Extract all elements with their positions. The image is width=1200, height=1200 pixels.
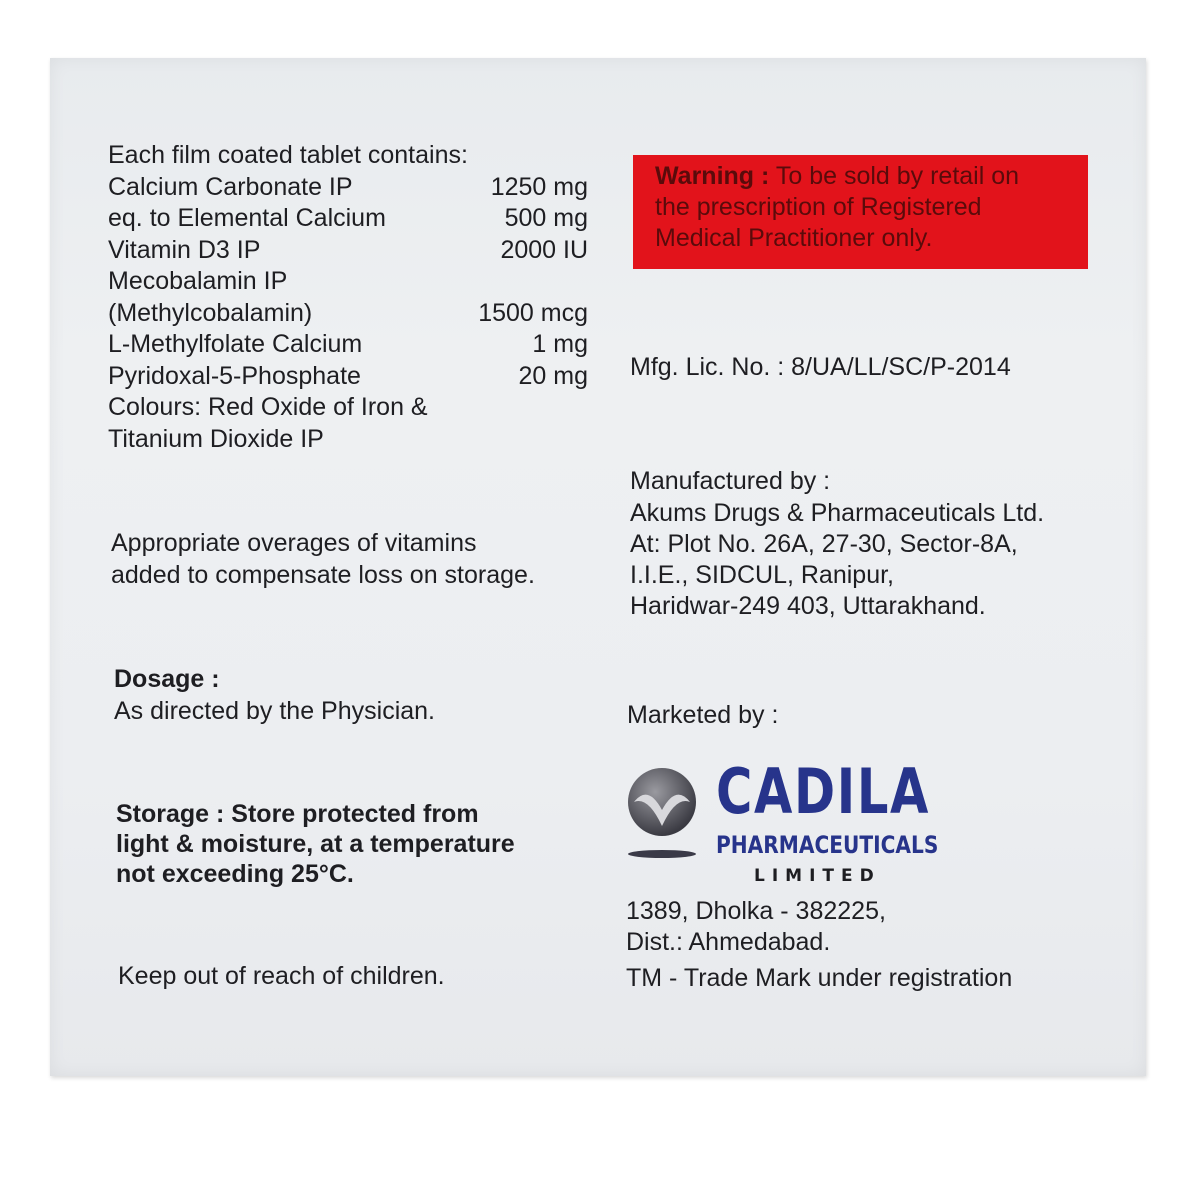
composition-heading: Each film coated tablet contains:	[108, 141, 468, 169]
manufacturer-label: Manufactured by :	[630, 467, 831, 495]
ingredient-name: (Methylcobalamin)	[108, 298, 313, 327]
storage-line: light & moisture, at a temperature	[116, 830, 515, 858]
manufacturer-address: I.I.E., SIDCUL, Ranipur,	[630, 561, 894, 589]
ingredient-name: L-Methylfolate Calcium	[108, 330, 363, 358]
cadila-logo-icon	[626, 766, 698, 862]
marketer-label: Marketed by :	[627, 701, 779, 729]
ingredient-amount: 500 mg	[504, 204, 588, 232]
ingredient-amount: 2000 IU	[500, 235, 588, 264]
brand-limited: LIMITED	[754, 866, 881, 886]
overages-line: added to compensate loss on storage.	[111, 561, 535, 589]
warning-text: To be sold by retail on	[769, 162, 1020, 190]
ingredient-name: Vitamin D3 IP	[108, 235, 261, 264]
warning-box	[633, 155, 1088, 269]
keep-out-notice: Keep out of reach of children.	[118, 962, 445, 990]
ingredient-amount: 1250 mg	[490, 172, 588, 201]
ingredient-name: Mecobalamin IP	[108, 267, 288, 295]
warning-line	[655, 161, 1070, 192]
colours-line: Colours: Red Oxide of Iron &	[108, 393, 428, 421]
mfg-license: Mfg. Lic. No. : 8/UA/LL/SC/P-2014	[630, 353, 1011, 381]
ingredient-amount: 1500 mcg	[478, 298, 588, 327]
composition-row	[108, 329, 588, 361]
composition-row	[108, 361, 588, 393]
composition-block	[108, 140, 588, 455]
composition-row	[108, 266, 588, 298]
storage-line: Storage : Store protected from	[116, 800, 479, 828]
brand-name: CADILA	[716, 755, 931, 828]
storage-line: not exceeding 25°C.	[116, 860, 354, 888]
composition-row	[108, 298, 588, 330]
manufacturer-address: At: Plot No. 26A, 27-30, Sector-8A,	[630, 530, 1018, 558]
colours-line: Titanium Dioxide IP	[108, 424, 324, 453]
ingredient-amount: 1 mg	[532, 330, 588, 358]
marketer-address: 1389, Dholka - 382225,	[626, 897, 886, 925]
composition-row	[108, 235, 588, 267]
dosage-text: As directed by the Physician.	[114, 697, 435, 725]
ingredient-name: eq. to Elemental Calcium	[108, 204, 386, 232]
dosage-label: Dosage :	[114, 665, 220, 693]
warning-label: Warning :	[655, 162, 770, 190]
manufacturer-name: Akums Drugs & Pharmaceuticals Ltd.	[630, 499, 1045, 527]
overages-line: Appropriate overages of vitamins	[111, 529, 477, 557]
composition-row	[108, 172, 588, 204]
warning-line: the prescription of Registered	[655, 193, 982, 221]
brand-subtitle: PHARMACEUTICALS	[716, 831, 939, 859]
marketer-address: Dist.: Ahmedabad.	[626, 928, 831, 956]
manufacturer-address: Haridwar-249 403, Uttarakhand.	[630, 592, 986, 620]
ingredient-name: Calcium Carbonate IP	[108, 172, 353, 201]
ingredient-name: Pyridoxal-5-Phosphate	[108, 361, 361, 390]
composition-row	[108, 203, 588, 235]
warning-line: Medical Practitioner only.	[655, 224, 933, 252]
ingredient-amount: 20 mg	[518, 361, 588, 390]
trademark-notice: TM - Trade Mark under registration	[626, 964, 1013, 992]
